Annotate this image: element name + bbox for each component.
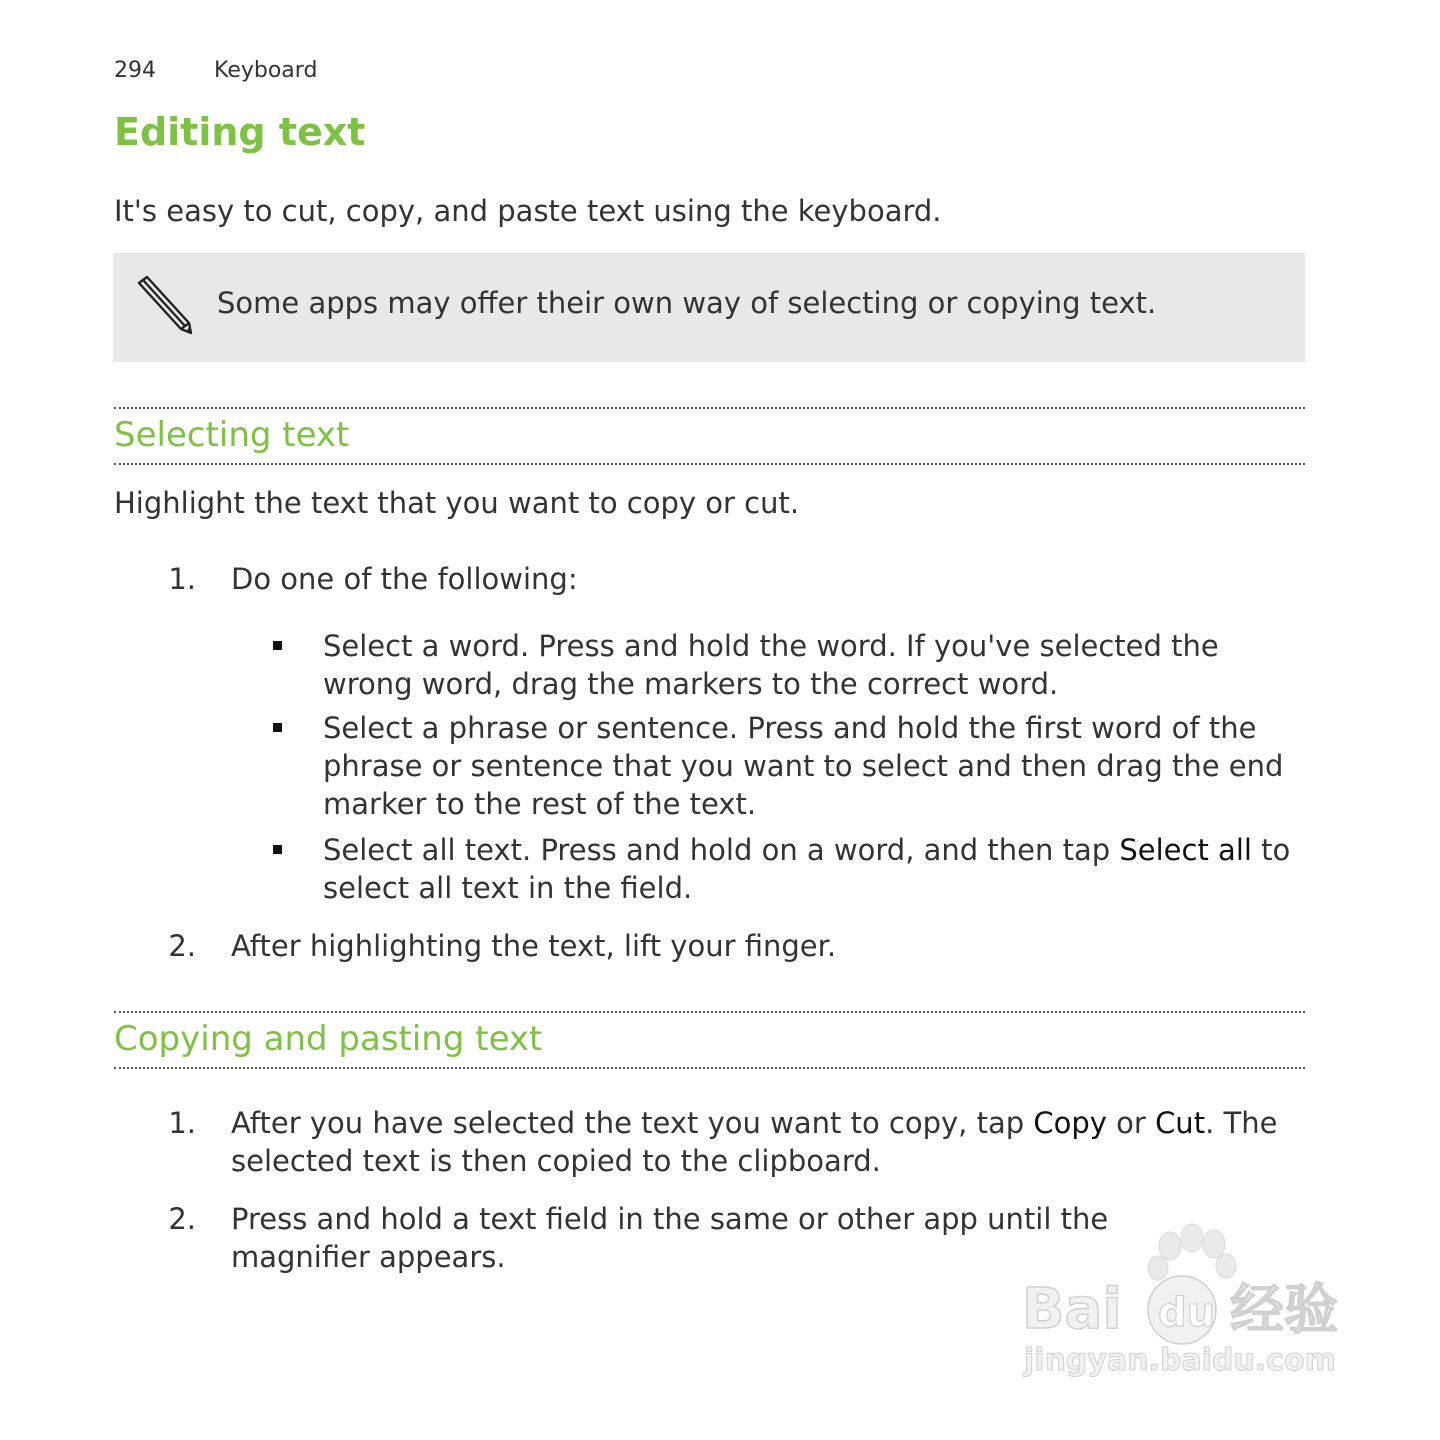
ui-term-copy: Copy: [1033, 1106, 1107, 1140]
bullet-marker: [273, 641, 282, 650]
page-number: 294: [114, 58, 156, 83]
step-text: After highlighting the text, lift your finger.: [231, 929, 837, 963]
ui-term-select-all: Select all: [1119, 833, 1252, 867]
text-run: or: [1106, 1106, 1156, 1140]
page-header: [114, 58, 317, 83]
section-heading-copying: [114, 1011, 1305, 1069]
step-text: [231, 1104, 1301, 1180]
step-number: 1.: [168, 1106, 196, 1140]
svg-text:du: du: [1158, 1290, 1216, 1336]
step-number: 2.: [168, 929, 196, 963]
step-number: 2.: [168, 1202, 196, 1236]
note-text: Some apps may offer their own way of selecting or copying text.: [217, 286, 1157, 320]
text-run: . The selected text is then copied to the clipboard.: [231, 1106, 1278, 1178]
text-run: Select all text. Press and hold on a word, and then tap: [323, 833, 1120, 867]
text-run: After you have selected the text you want to copy, tap: [231, 1106, 1034, 1140]
bullet-text: [323, 831, 1303, 907]
page-title: Editing text: [114, 110, 366, 154]
pencil-icon: [133, 273, 197, 337]
bullet-marker: [273, 723, 282, 732]
section-title: Selecting text: [114, 415, 350, 455]
intro-paragraph: It's easy to cut, copy, and paste text using the keyboard.: [114, 194, 942, 228]
step-text: Do one of the following:: [231, 562, 578, 596]
baidu-watermark: [1020, 1220, 1360, 1390]
bullet-text: Select a word. Press and hold the word. If you've selected the wrong word, drag the markers to the correct word.: [323, 629, 1219, 701]
step-number: 1.: [168, 562, 196, 596]
section-heading-selecting: [114, 407, 1305, 465]
bullet-marker: [273, 845, 282, 854]
note-box: [113, 253, 1305, 362]
ui-term-cut: Cut: [1155, 1106, 1206, 1140]
svg-text:经验: 经验: [1230, 1278, 1338, 1341]
svg-text:Bai: Bai: [1022, 1277, 1122, 1342]
bullet-text: Select a phrase or sentence. Press and hold the first word of the phrase or sentence that you want to select and then drag the end marker to the rest of the text.: [323, 711, 1284, 821]
text-run: to select all text in the field.: [323, 833, 1291, 905]
svg-text:jingyan.baidu.com: jingyan.baidu.com: [1024, 1343, 1336, 1378]
step-text: Press and hold a text field in the same or other app until the magnifier appears.: [231, 1202, 1109, 1274]
chapter-name: Keyboard: [214, 58, 318, 83]
section-title: Copying and pasting text: [114, 1019, 543, 1059]
selecting-intro: Highlight the text that you want to copy or cut.: [114, 486, 800, 520]
